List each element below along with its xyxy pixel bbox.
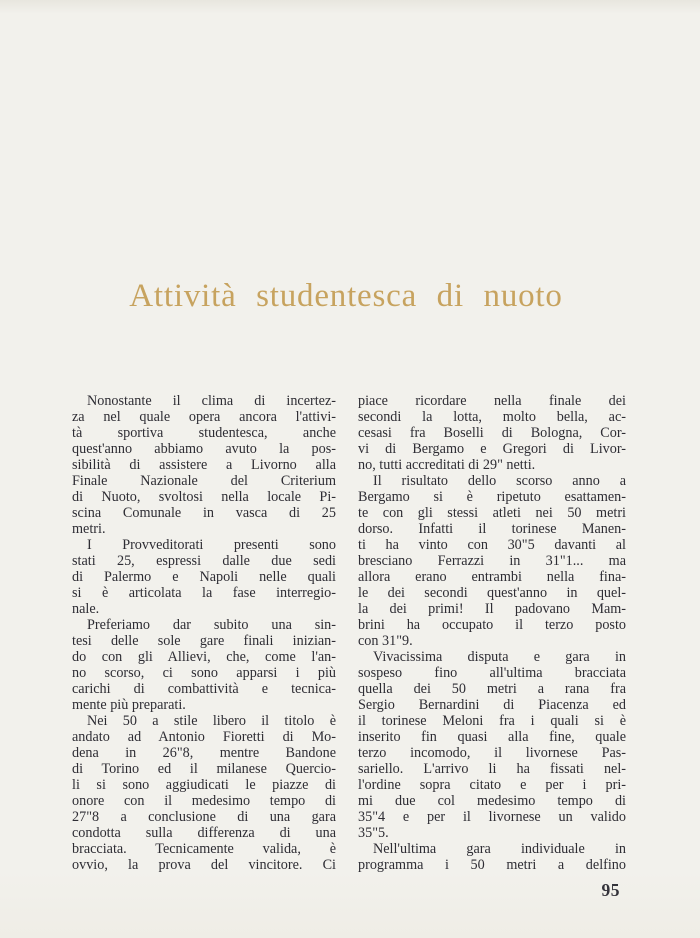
text-line: dorso. Infatti il torinese Manen- bbox=[358, 521, 626, 537]
text-line: bresciano Ferrazzi in 31"1... ma bbox=[358, 553, 626, 569]
paragraph bbox=[358, 841, 626, 873]
text-line: Finale Nazionale del Criterium bbox=[72, 473, 336, 489]
text-line: tà sportiva studentesca, anche bbox=[72, 425, 336, 441]
text-line: Nei 50 a stile libero il titolo è bbox=[87, 713, 336, 729]
text-line: inserito fin quasi alla fine, quale bbox=[358, 729, 626, 745]
text-line: di Torino ed il milanese Quercio- bbox=[72, 761, 336, 777]
paragraph bbox=[358, 393, 626, 473]
text-line: Bergamo si è ripetuto esattamen- bbox=[358, 489, 626, 505]
text-line: te con gli stessi atleti nei 50 metri bbox=[358, 505, 626, 521]
text-line: ovvio, la prova del vincitore. Ci bbox=[72, 857, 336, 873]
text-line: cesasi fra Boselli di Bologna, Cor- bbox=[358, 425, 626, 441]
text-line: onore con il medesimo tempo di bbox=[72, 793, 336, 809]
page-title: Attività studentesca di nuoto bbox=[129, 278, 563, 314]
text-line: si è articolata la fase interregio- bbox=[72, 585, 336, 601]
text-line: 35"5. bbox=[358, 825, 389, 841]
text-line: sibilità di assistere a Livorno alla bbox=[72, 457, 336, 473]
text-line: programma i 50 metri a delfino bbox=[358, 857, 626, 873]
text-line: le dei secondi quest'anno in quel- bbox=[358, 585, 626, 601]
text-line: Sergio Bernardini di Piacenza ed bbox=[358, 697, 626, 713]
text-line: vi di Bergamo e Gregori di Livor- bbox=[358, 441, 626, 457]
paragraph bbox=[72, 537, 336, 617]
text-line: 35"4 e per il livornese un valido bbox=[358, 809, 626, 825]
text-line: di Nuoto, svoltosi nella locale Pi- bbox=[72, 489, 336, 505]
text-line: sariello. L'arrivo li ha fissati nel- bbox=[358, 761, 626, 777]
text-line: za nel quale opera ancora l'attivi- bbox=[72, 409, 336, 425]
text-line: bracciata. Tecnicamente valida, è bbox=[72, 841, 336, 857]
paragraph bbox=[72, 617, 336, 713]
text-line: dena in 26"8, mentre Bandone bbox=[72, 745, 336, 761]
text-line: quella dei 50 metri a rana fra bbox=[358, 681, 626, 697]
text-line: terzo incomodo, il livornese Pas- bbox=[358, 745, 626, 761]
text-line: allora erano entrambi nella fina- bbox=[358, 569, 626, 585]
text-line: Il risultato dello scorso anno a bbox=[373, 473, 626, 489]
text-line: tesi delle sole gare finali inizian- bbox=[72, 633, 336, 649]
text-line: no scorso, ci sono apparsi i più bbox=[72, 665, 336, 681]
text-line: piace ricordare nella finale dei bbox=[358, 393, 626, 409]
text-line: do con gli Allievi, che, come l'an- bbox=[72, 649, 336, 665]
text-line: carichi di combattività e tecnica- bbox=[72, 681, 336, 697]
text-line: Nonostante il clima di incertez- bbox=[87, 393, 336, 409]
paragraph bbox=[72, 713, 336, 873]
text-line: la dei primi! Il padovano Mam- bbox=[358, 601, 626, 617]
text-line: di Palermo e Napoli nelle quali bbox=[72, 569, 336, 585]
text-line: 27"8 a conclusione di una gara bbox=[72, 809, 336, 825]
text-line: andato ad Antonio Fioretti di Mo- bbox=[72, 729, 336, 745]
text-line: Nell'ultima gara individuale in bbox=[373, 841, 626, 857]
text-line: con 31"9. bbox=[358, 633, 413, 649]
paragraph bbox=[358, 649, 626, 841]
text-line: il torinese Meloni fra i quali si è bbox=[358, 713, 626, 729]
text-line: li si sono aggiudicati le piazze di bbox=[72, 777, 336, 793]
page-number: 95 bbox=[601, 880, 620, 900]
text-line: mente più preparati. bbox=[72, 697, 186, 713]
paragraph bbox=[358, 473, 626, 649]
text-line: scina Comunale in vasca di 25 bbox=[72, 505, 336, 521]
text-line: no, tutti accreditati di 29" netti. bbox=[358, 457, 536, 473]
text-line: brini ha occupato il terzo posto bbox=[358, 617, 626, 633]
text-line: I Provveditorati presenti sono bbox=[87, 537, 336, 553]
text-line: Vivacissima disputa e gara in bbox=[373, 649, 626, 665]
text-line: ti ha vinto con 30"5 davanti al bbox=[358, 537, 626, 553]
article-column-left bbox=[72, 393, 336, 873]
text-line: condotta sulla differenza di una bbox=[72, 825, 336, 841]
text-line: sospeso fino all'ultima bracciata bbox=[358, 665, 626, 681]
text-line: stati 25, espressi dalle due sedi bbox=[72, 553, 336, 569]
text-line: secondi la lotta, molto bella, ac- bbox=[358, 409, 626, 425]
text-line: nale. bbox=[72, 601, 100, 617]
text-line: quest'anno abbiamo avuto la pos- bbox=[72, 441, 336, 457]
paragraph bbox=[72, 393, 336, 537]
article-column-right bbox=[358, 393, 626, 873]
text-line: metri. bbox=[72, 521, 106, 537]
text-line: mi due col medesimo tempo di bbox=[358, 793, 626, 809]
text-line: l'ordine sopra citato e per i pri- bbox=[358, 777, 626, 793]
text-line: Preferiamo dar subito una sin- bbox=[87, 617, 336, 633]
